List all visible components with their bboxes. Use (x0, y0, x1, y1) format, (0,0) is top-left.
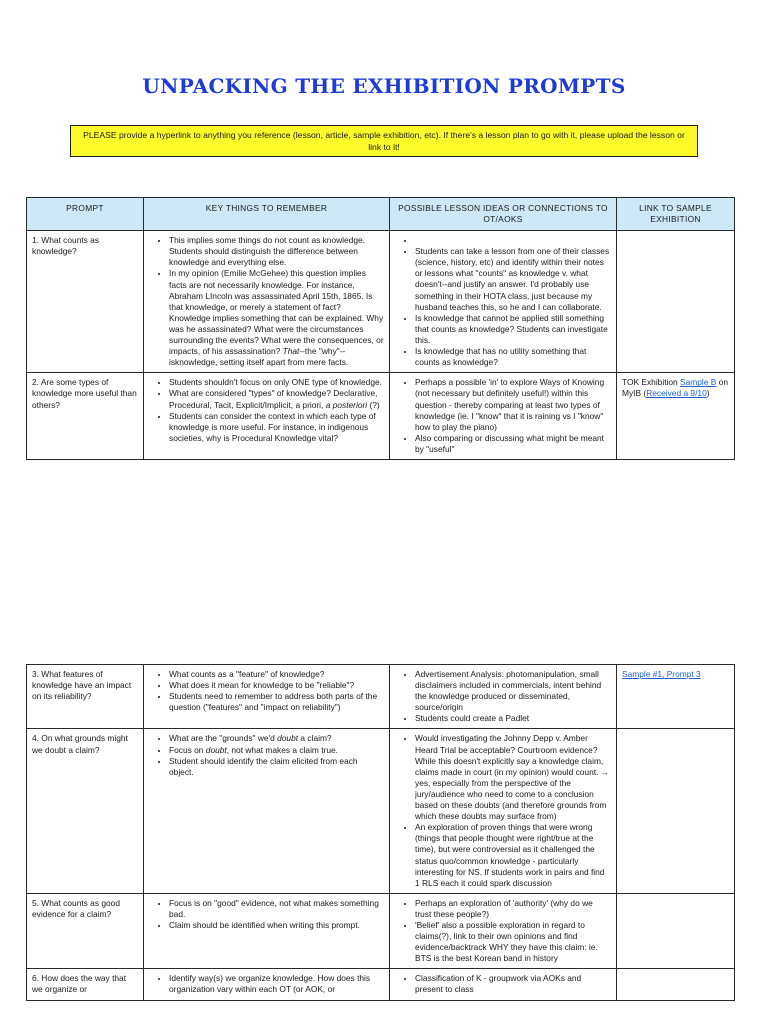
key-things-cell (144, 373, 390, 460)
sample-exhibition-link[interactable]: Sample #1, Prompt 3 (622, 669, 701, 679)
link-prefix: TOK Exhibition (622, 377, 681, 388)
key-things-cell (144, 231, 390, 373)
header-lesson-ideas: POSSIBLE LESSON IDEAS OR CONNECTIONS TO OT/AOKS (390, 198, 617, 231)
bullet-item: • Also comparing or discussing what might be meant by "useful" (415, 433, 611, 455)
table-row (27, 729, 735, 893)
bullet-item: • Is knowledge that cannot be applied still something that counts as knowledge? Students can investigate this. (415, 313, 611, 346)
bullet-item: • In my opinion (Emilie McGehee) this question implies facts are not necessarily knowledge. For instance, Abraham LIncoln was assassinated April 15th, 1865. Is that knowledge, or merely a statement of fact? Knowledge implies something that can be explained. Why was he assassinated? What were the circumstances surrounding the events? What were the consequences, or impacts, of his assassination? That--the "why"--isknowledge, setting itself apart from mere facts. (169, 268, 384, 368)
bullet-item: • Focus is on "good" evidence, not what makes something bad. (169, 898, 384, 920)
sample-link-cell (617, 893, 735, 969)
bullet-item: • Student should identify the claim elicited from each object. (169, 756, 384, 778)
sample-link-cell (617, 729, 735, 893)
prompt-cell: 5. What counts as good evidence for a claim? (27, 893, 144, 969)
bullet-item: • Focus on doubt, not what makes a claim true. (169, 745, 384, 756)
bullet-list (149, 235, 384, 368)
sample-b-link[interactable]: Sample B (680, 377, 717, 388)
prompt-cell: 2. Are some types of knowledge more useful than others? (27, 373, 144, 460)
bullet-item: • Students could create a Padlet (415, 713, 611, 724)
link-suffix: ) (706, 388, 710, 399)
bullet-item: • This implies some things do not count as knowledge. Students should distinguish the difference between knowledge and everything else. (169, 235, 384, 268)
key-things-cell (144, 665, 390, 729)
table-row (27, 665, 735, 729)
bullet-item: • Classification of K - groupwork via AOKs and present to class (415, 973, 611, 995)
bullet-list (149, 377, 384, 444)
header-prompt: PROMPT (27, 198, 144, 231)
lesson-ideas-cell (390, 665, 617, 729)
prompt-cell: 6. How does the way that we organize or (27, 969, 144, 1000)
bullet-item: • What are the "grounds" we'd doubt a claim? (169, 733, 384, 744)
lesson-ideas-cell (390, 231, 617, 373)
lesson-ideas-cell (390, 373, 617, 460)
key-things-cell (144, 893, 390, 969)
bullet-item: • Students need to remember to address both parts of the question ("features" and "impact on reliability") (169, 691, 384, 713)
bullet-item: • Identify way(s) we organize knowledge. How does this organization vary within each OT (or AOK, or (169, 973, 384, 995)
sample-link-cell (617, 665, 735, 729)
table-row (27, 969, 735, 1000)
header-row (27, 198, 735, 231)
key-things-cell (144, 969, 390, 1000)
bullet-list (149, 669, 384, 713)
bullet-list (395, 669, 611, 724)
bullet-list (395, 898, 611, 965)
lesson-ideas-cell (390, 893, 617, 969)
bullet-item: • Is knowledge that has no utility something that counts as knowledge? (415, 346, 611, 368)
bullet-item: • 'Belief' also a possible exploration in regard to claims(?), link to their own opinions and find evidence/backtrack WHY they have this claim: ie. BTS is the best Korean band in history (415, 920, 611, 964)
sample-link-cell (617, 231, 735, 373)
prompt-cell: 4. On what grounds might we doubt a claim? (27, 729, 144, 893)
bullet-item: • Students can consider the context in which each type of knowledge is more useful. For instance, in indigenous societies, why is Procedural Knowledge vital? (169, 411, 384, 444)
bullet-list (395, 235, 611, 368)
prompt-cell: 1. What counts as knowledge? (27, 231, 144, 373)
bullet-list (395, 377, 611, 455)
prompts-table-continued (26, 664, 735, 1001)
received-score-link[interactable]: Received a 9/10 (646, 388, 707, 399)
bullet-item: • What does it mean for knowledge to be "reliable"? (169, 680, 384, 691)
header-sample-link: LINK TO SAMPLE EXHIBITION (617, 198, 735, 231)
bullet-item: • Perhaps an exploration of 'authority' (why do we trust these people?) (415, 898, 611, 920)
bullet-item: • Perhaps a possible 'in' to explore Ways of Knowing (not necessary but definitely useful!) within this question - thereby comparing at least two types of knowledge (ie. I "know" that it is raining vs I "know" how to play the piano) (415, 377, 611, 432)
bullet-list (395, 733, 611, 888)
lesson-ideas-cell (390, 969, 617, 1000)
bullet-list (149, 973, 384, 995)
bullet-item (415, 235, 611, 246)
bullet-item: • Students shouldn't focus on only ONE type of knowledge. (169, 377, 384, 388)
lesson-ideas-cell (390, 729, 617, 893)
bullet-item: • Advertisement Analysis: photomanipulation, small disclaimers included in commercials, intent behind the knowledge produced or disseminated, source/origin (415, 669, 611, 713)
sample-link-cell (617, 373, 735, 460)
prompts-table (26, 197, 735, 460)
bullet-list (149, 898, 384, 931)
page-title: UNPACKING THE EXHIBITION PROMPTS (142, 74, 626, 98)
bullet-list (395, 973, 611, 995)
bullet-item: • Claim should be identified when writing this prompt. (169, 920, 384, 931)
bullet-item: • What are considered "types" of knowledge? Declarative, Procedural, Tacit, Explicit/Implicit, a priori, a posteriori (?) (169, 388, 384, 410)
prompt-cell: 3. What features of knowledge have an impact on its reliability? (27, 665, 144, 729)
hyperlink-notice: PLEASE provide a hyperlink to anything you reference (lesson, article, sample exhibition, etc). If there's a lesson plan to go with it, please upload the lesson or link to it! (70, 125, 698, 157)
bullet-item: • An exploration of proven things that were wrong (things that people thought were right/true at the time), but were controversial as it challenged the status quo/common knowledge - particularly interesting for NS. If students work in pairs and find 1 RLS each it could spark discussion (415, 822, 611, 889)
bullet-item: • Would investigating the Johnny Depp v. Amber Heard Trial be acceptable? Courtroom evidence? While this doesn't explicitly say a knowledge claim, claims made in court (in my opinion) would count. → yes, especially from the perspective of the jury/audience who need to come to a conclusion based on these doubts (and therefore grounds from which these doubts may surface from) (415, 733, 611, 822)
bullet-list (149, 733, 384, 777)
link-mid: on MyIB ( (622, 377, 729, 399)
key-things-cell (144, 729, 390, 893)
table-row (27, 373, 735, 460)
table-row (27, 231, 735, 373)
bullet-item: • What counts as a "feature" of knowledge? (169, 669, 384, 680)
header-key-things: KEY THINGS TO REMEMBER (144, 198, 390, 231)
bullet-item: • Students can take a lesson from one of their classes (science, history, etc) and identify within their notes or lessons what "counts" as knowledge v. what doesn't--and justify an answer. I'd probably use something in their HOTA class, just because my husband teaches this, so he and I can collaborate. (415, 246, 611, 313)
table-row (27, 893, 735, 969)
sample-link-cell (617, 969, 735, 1000)
